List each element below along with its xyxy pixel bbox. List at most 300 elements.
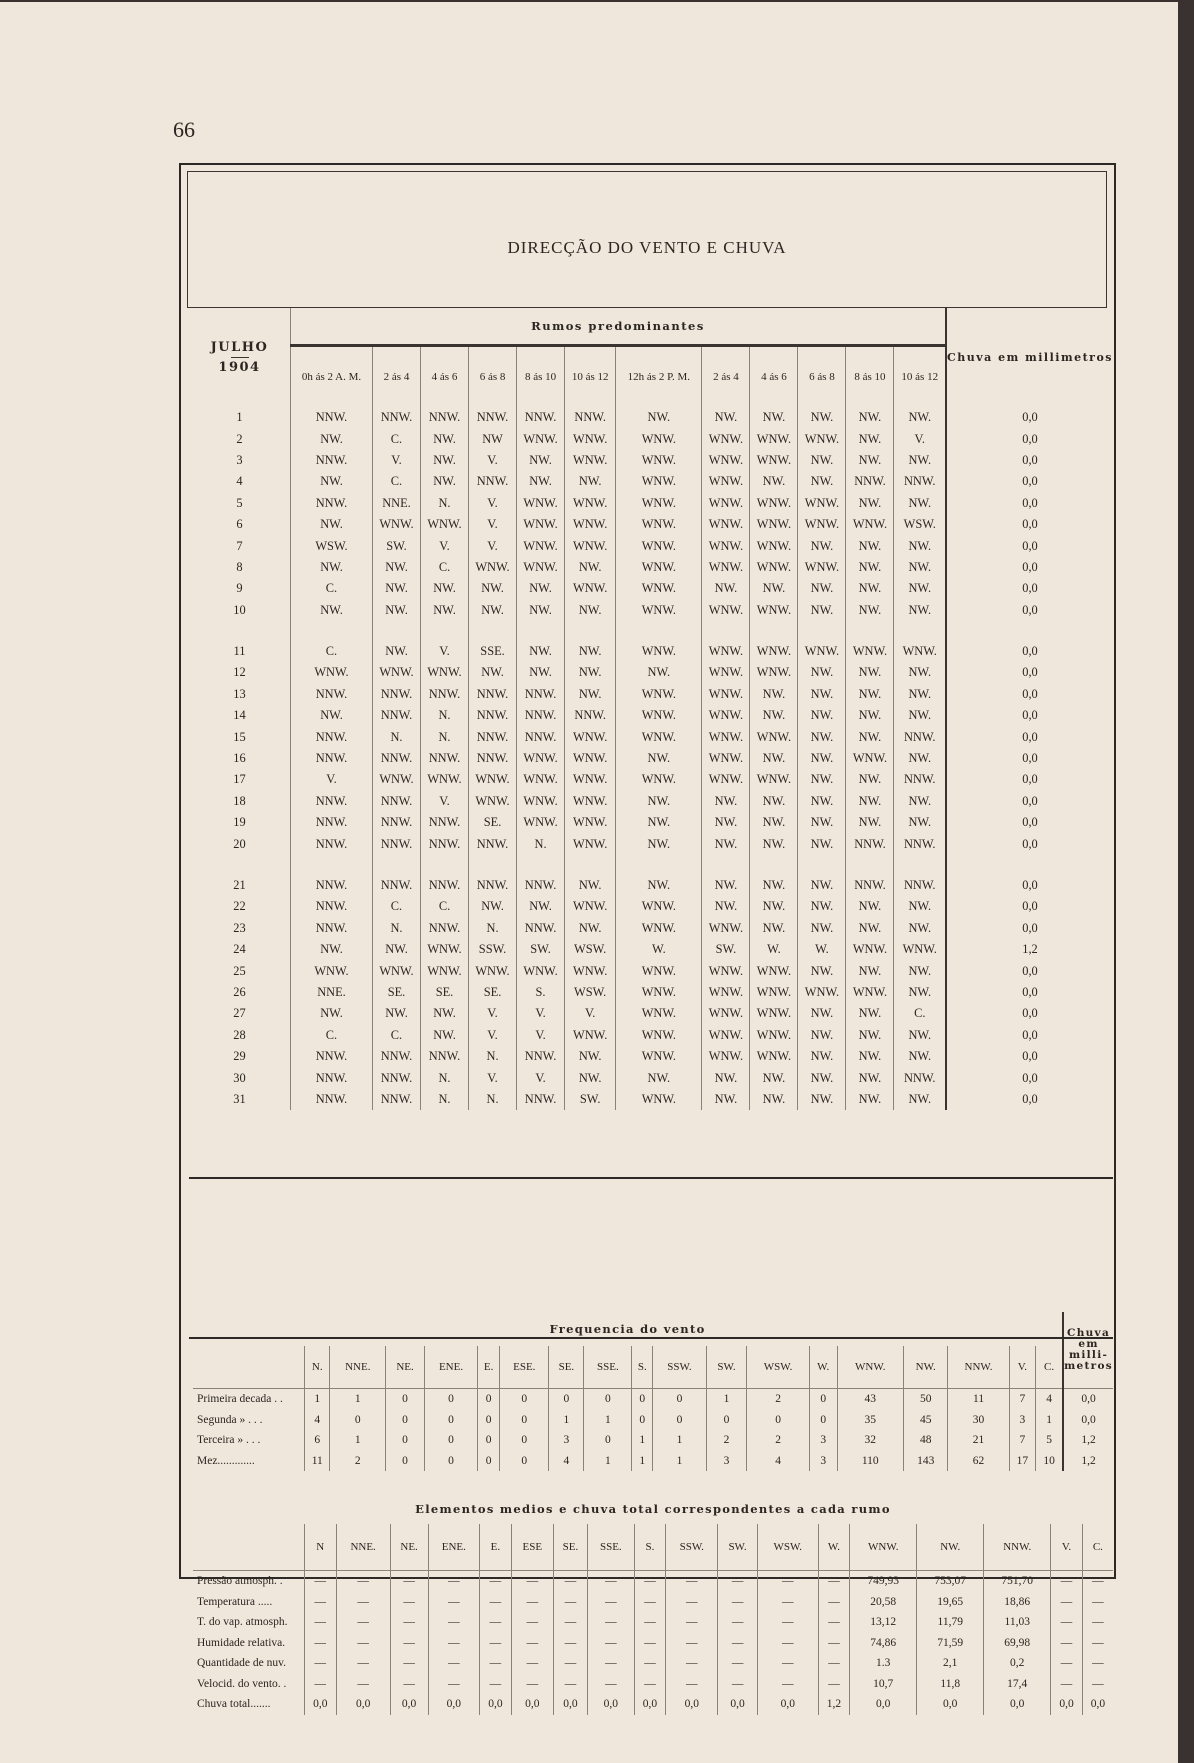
wind-cell: NW. (702, 578, 750, 599)
wind-cell: NNW. (291, 833, 373, 854)
frequency-cell: 1 (584, 1451, 632, 1472)
wind-cell: NW. (894, 812, 946, 833)
wind-cell: NNW. (291, 726, 373, 747)
frequency-cell: 0 (706, 1410, 747, 1431)
frequency-cell: 4 (305, 1410, 330, 1431)
element-cell: 0,0 (428, 1694, 480, 1715)
wind-cell: WNW. (702, 1046, 750, 1067)
frequency-cell: 7 (1009, 1389, 1035, 1410)
element-cell: — (1051, 1633, 1083, 1654)
frequency-cell: 0 (584, 1430, 632, 1451)
wind-cell: WNW. (894, 939, 946, 960)
element-cell: — (553, 1653, 587, 1674)
element-cell: 0,0 (588, 1694, 635, 1715)
wind-cell: NW. (565, 662, 616, 683)
wind-cell: NW. (798, 1003, 846, 1024)
wind-cell: V. (469, 1003, 517, 1024)
element-cell: — (818, 1592, 850, 1613)
rain-cell: 0,0 (946, 726, 1113, 747)
time-column-header: 12h ás 2 P. M. (616, 346, 702, 408)
wind-cell: WNW. (616, 535, 702, 556)
wind-cell: WNW. (616, 960, 702, 981)
element-cell: — (757, 1674, 818, 1695)
table-row (189, 896, 1113, 917)
wind-cell: WNW. (846, 748, 894, 769)
gap-cell (798, 855, 846, 875)
wind-cell: N. (469, 1089, 517, 1110)
rain-cell: 0,0 (946, 705, 1113, 726)
direction-column-header: C. (1082, 1524, 1113, 1571)
wind-cell: NNW. (421, 918, 469, 939)
element-cell: — (634, 1592, 666, 1613)
gap-cell (517, 621, 565, 641)
wind-cell: NW. (750, 791, 798, 812)
frequency-table (193, 1312, 1113, 1471)
wind-cell: WNW. (702, 557, 750, 578)
direction-column-header: W. (818, 1524, 850, 1571)
element-cell: — (511, 1633, 553, 1654)
element-cell: — (588, 1633, 635, 1654)
wind-cell: NW. (421, 1003, 469, 1024)
row-label: Velocid. do vento. . (197, 1677, 287, 1690)
wind-cell: WNW. (750, 641, 798, 662)
element-cell: — (818, 1633, 850, 1654)
wind-cell: NNW. (565, 705, 616, 726)
title-box (187, 171, 1107, 308)
wind-cell: NW. (894, 1025, 946, 1046)
element-cell: — (511, 1592, 553, 1613)
element-cell: — (305, 1612, 337, 1633)
time-column-header: 0h ás 2 A. M. (291, 346, 373, 408)
wind-cell: NW. (565, 557, 616, 578)
wind-cell: NW. (565, 600, 616, 621)
table-row (193, 1674, 1113, 1695)
wind-cell: WNW. (702, 684, 750, 705)
wind-cell: NW. (846, 791, 894, 812)
wind-cell: WNW. (616, 705, 702, 726)
wind-cell: NW. (798, 600, 846, 621)
wind-cell: NW. (517, 896, 565, 917)
wind-cell: NW. (798, 1089, 846, 1110)
wind-cell: WNW. (616, 918, 702, 939)
rain-cell: 0,0 (946, 791, 1113, 812)
wind-cell: WNW. (616, 428, 702, 449)
direction-column-header: SW. (706, 1346, 747, 1389)
element-cell: 0,0 (850, 1694, 917, 1715)
day-cell: 23 (233, 920, 246, 935)
wind-cell: NW. (291, 557, 373, 578)
element-cell: — (757, 1592, 818, 1613)
wind-cell: NW. (469, 600, 517, 621)
element-cell: 0,0 (666, 1694, 718, 1715)
wind-cell: WNW. (421, 514, 469, 535)
wind-cell: NNW. (846, 471, 894, 492)
wind-cell: C. (894, 1003, 946, 1024)
day-cell: 9 (236, 581, 243, 596)
wind-cell: NW. (846, 896, 894, 917)
element-cell: — (1082, 1612, 1113, 1633)
wind-cell: C. (421, 557, 469, 578)
element-cell: — (428, 1571, 480, 1592)
wind-cell: N. (469, 918, 517, 939)
element-cell: — (390, 1612, 428, 1633)
frequency-cell: 43 (837, 1389, 903, 1410)
wind-cell: NW. (846, 960, 894, 981)
table-row (189, 428, 1113, 449)
wind-cell: WNW. (702, 514, 750, 535)
element-cell: 0,0 (984, 1694, 1051, 1715)
element-cell: — (480, 1674, 512, 1695)
wind-cell: V. (421, 791, 469, 812)
wind-cell: NW. (798, 535, 846, 556)
wind-cell: WNW. (616, 982, 702, 1003)
table-row (189, 641, 1113, 662)
rain-cell: 0,0 (946, 493, 1113, 514)
element-cell: — (336, 1674, 390, 1695)
frequency-cell: 0 (330, 1410, 386, 1431)
element-cell: — (757, 1653, 818, 1674)
element-cell: 11,03 (984, 1612, 1051, 1633)
rain-cell: 0,0 (946, 833, 1113, 854)
wind-cell: NW. (750, 748, 798, 769)
direction-column-header: ENE. (424, 1346, 477, 1389)
wind-cell: NW. (846, 684, 894, 705)
wind-cell: C. (372, 1025, 420, 1046)
gap-cell (189, 855, 291, 875)
table-row (189, 1067, 1113, 1088)
wind-cell: WNW. (565, 748, 616, 769)
wind-cell: NW. (894, 493, 946, 514)
element-cell: — (666, 1674, 718, 1695)
wind-cell: NNW. (894, 1067, 946, 1088)
direction-column-header: SE. (549, 1346, 584, 1389)
wind-cell: C. (372, 471, 420, 492)
element-cell: 1.3 (850, 1653, 917, 1674)
wind-cell: V. (894, 428, 946, 449)
wind-cell: WNW. (750, 600, 798, 621)
frequency-cell: 45 (903, 1410, 947, 1431)
wind-cell: NW. (846, 705, 894, 726)
wind-cell: WNW. (702, 748, 750, 769)
wind-cell: WNW. (750, 982, 798, 1003)
wind-cell: NW. (798, 662, 846, 683)
wind-cell: NW. (750, 918, 798, 939)
table-row (189, 939, 1113, 960)
frequency-cell: 0 (809, 1389, 837, 1410)
frequency-cell: 0 (424, 1430, 477, 1451)
wind-cell: V. (421, 641, 469, 662)
element-cell: 0,0 (480, 1694, 512, 1715)
wind-cell: NW. (894, 557, 946, 578)
wind-cell: WNW. (798, 557, 846, 578)
wind-cell: NNW. (291, 896, 373, 917)
day-cell: 17 (233, 772, 246, 787)
element-cell: — (336, 1653, 390, 1674)
wind-cell: NW. (798, 791, 846, 812)
element-cell: — (818, 1571, 850, 1592)
element-cell: — (1082, 1674, 1113, 1695)
frequency-cell: 2 (330, 1451, 386, 1472)
wind-cell: V. (372, 450, 420, 471)
element-cell: — (588, 1612, 635, 1633)
wind-cell: NNW. (372, 791, 420, 812)
wind-cell: W. (750, 939, 798, 960)
time-column-header: 10 ás 12 (565, 346, 616, 408)
wind-cell: WNW. (702, 960, 750, 981)
wind-cell: NW. (798, 960, 846, 981)
day-cell: 27 (233, 1006, 246, 1021)
wind-cell: NNW. (372, 1089, 420, 1110)
wind-cell: NNW. (894, 833, 946, 854)
frequency-cell: 3 (809, 1451, 837, 1472)
wind-cell: V. (421, 535, 469, 556)
element-cell: — (718, 1674, 758, 1695)
wind-cell: NW. (702, 812, 750, 833)
wind-cell: NW. (750, 896, 798, 917)
element-cell: — (666, 1592, 718, 1613)
direction-column-header: E. (480, 1524, 512, 1571)
table-row (193, 1389, 1113, 1410)
wind-cell: WNW. (750, 557, 798, 578)
frequency-cell: 0 (653, 1389, 707, 1410)
frequency-cell: 2 (706, 1430, 747, 1451)
element-cell: 753,07 (917, 1571, 984, 1592)
rain-cell: 0,0 (946, 450, 1113, 471)
wind-cell: WNW. (750, 493, 798, 514)
wind-cell: NNW. (372, 1067, 420, 1088)
wind-cell: WNW. (702, 662, 750, 683)
element-cell: — (428, 1633, 480, 1654)
element-cell: — (480, 1653, 512, 1674)
day-cell: 6 (236, 517, 243, 532)
table-row (189, 812, 1113, 833)
wind-cell: NNW. (517, 684, 565, 705)
wind-cell: WNW. (702, 535, 750, 556)
wind-cell: WNW. (702, 493, 750, 514)
wind-cell: NNW. (421, 684, 469, 705)
wind-cell: NW. (846, 1003, 894, 1024)
frequency-cell: 4 (1036, 1389, 1064, 1410)
wind-cell: WNW. (565, 791, 616, 812)
element-cell: — (511, 1571, 553, 1592)
table-row (189, 1025, 1113, 1046)
frequency-cell: 0 (424, 1451, 477, 1472)
wind-cell: WNW. (517, 493, 565, 514)
element-cell: 10,7 (850, 1674, 917, 1695)
wind-cell: NW. (798, 684, 846, 705)
wind-cell: WNW. (565, 535, 616, 556)
wind-cell: WNW. (616, 896, 702, 917)
frequency-cell: 0 (809, 1410, 837, 1431)
element-cell: — (588, 1592, 635, 1613)
wind-cell: NNW. (372, 407, 420, 428)
gap-cell (565, 855, 616, 875)
rain-cell: 0,0 (946, 1003, 1113, 1024)
wind-cell: SW. (565, 1089, 616, 1110)
gap-cell (798, 621, 846, 641)
frequency-cell: 0 (747, 1410, 810, 1431)
frequency-cell: 0 (500, 1389, 549, 1410)
element-cell: — (757, 1571, 818, 1592)
direction-column-header: S. (632, 1346, 653, 1389)
element-cell: 11,79 (917, 1612, 984, 1633)
wind-cell: NW. (798, 833, 846, 854)
direction-column-header: N. (305, 1346, 330, 1389)
wind-cell: WNW. (750, 960, 798, 981)
wind-cell: NNW. (291, 1089, 373, 1110)
wind-cell: WNW. (846, 939, 894, 960)
rain-cell: 0,0 (946, 641, 1113, 662)
wind-direction-table (189, 308, 1113, 1110)
wind-cell: NNW. (372, 833, 420, 854)
wind-cell: NW. (846, 662, 894, 683)
frequency-cell: 143 (903, 1451, 947, 1472)
frequency-cell: 0 (632, 1389, 653, 1410)
wind-cell: WNW. (517, 812, 565, 833)
time-column-header: 4 ás 6 (421, 346, 469, 408)
gap-cell (291, 621, 373, 641)
section-divider (189, 1337, 1113, 1339)
day-cell: 2 (236, 431, 243, 446)
element-cell: 2,1 (917, 1653, 984, 1674)
gap-cell (702, 855, 750, 875)
wind-cell: NW. (616, 833, 702, 854)
wind-cell: WNW. (702, 600, 750, 621)
wind-cell: NW. (616, 748, 702, 769)
wind-cell: SE. (372, 982, 420, 1003)
wind-cell: WNW. (517, 791, 565, 812)
frequency-cell: 2 (747, 1389, 810, 1410)
wind-cell: WNW. (372, 960, 420, 981)
page-number: 66 (173, 117, 195, 142)
wind-cell: NW. (894, 1046, 946, 1067)
element-cell: — (757, 1612, 818, 1633)
day-cell: 20 (233, 836, 246, 851)
wind-cell: WNW. (702, 982, 750, 1003)
wind-cell: WNW. (616, 1089, 702, 1110)
element-cell: — (634, 1633, 666, 1654)
element-cell: — (1051, 1674, 1083, 1695)
wind-cell: NW. (894, 662, 946, 683)
wind-cell: SE. (469, 812, 517, 833)
element-cell: — (336, 1571, 390, 1592)
frequency-cell: 4 (549, 1451, 584, 1472)
day-cell: 28 (233, 1027, 246, 1042)
wind-cell: WNW. (702, 641, 750, 662)
wind-cell: NNW. (517, 1046, 565, 1067)
wind-cell: WNW. (372, 662, 420, 683)
rain-cell: 0,0 (946, 662, 1113, 683)
wind-cell: N. (421, 726, 469, 747)
wind-cell: NW. (421, 471, 469, 492)
wind-cell: NW. (372, 578, 420, 599)
gap-cell (469, 855, 517, 875)
elements-table (193, 1494, 1113, 1715)
year-label: 1904 (218, 360, 261, 375)
wind-cell: N. (469, 1046, 517, 1067)
direction-column-header: NW. (903, 1346, 947, 1389)
wind-cell: NW. (565, 1067, 616, 1088)
direction-column-header: S. (634, 1524, 666, 1571)
frequency-cell: 50 (903, 1389, 947, 1410)
wind-cell: NW. (372, 557, 420, 578)
wind-cell: SW. (702, 939, 750, 960)
frequency-cell: 0 (424, 1410, 477, 1431)
table-row (189, 514, 1113, 535)
element-cell: 0,0 (390, 1694, 428, 1715)
table-row (189, 600, 1113, 621)
wind-cell: SE. (421, 982, 469, 1003)
gap-cell (616, 621, 702, 641)
row-label: Humidade relativa. (197, 1636, 286, 1649)
wind-cell: NW. (421, 450, 469, 471)
wind-cell: NW. (798, 918, 846, 939)
wind-cell: NW. (750, 1067, 798, 1088)
wind-cell: WNW. (565, 833, 616, 854)
wind-cell: WNW. (702, 450, 750, 471)
wind-cell: NNW. (894, 769, 946, 790)
wind-cell: SSW. (469, 939, 517, 960)
wind-cell: NW. (846, 1025, 894, 1046)
group-header: Rumos predominantes (291, 308, 947, 346)
table-row (189, 535, 1113, 556)
row-label: Segunda » . . . (197, 1413, 263, 1426)
frequency-cell: 0 (478, 1389, 500, 1410)
element-cell: 13,12 (850, 1612, 917, 1633)
wind-cell: C. (291, 578, 373, 599)
wind-cell: W. (616, 939, 702, 960)
direction-column-header: NNW. (948, 1346, 1009, 1389)
element-cell: 0,0 (305, 1694, 337, 1715)
wind-cell: NW. (565, 684, 616, 705)
wind-cell: WNW. (750, 1046, 798, 1067)
wind-cell: WNW. (565, 1025, 616, 1046)
table-row (189, 493, 1113, 514)
wind-cell: V. (469, 535, 517, 556)
row-label: Primeira decada . . (197, 1393, 283, 1406)
wind-cell: NW. (894, 600, 946, 621)
wind-cell: WNW. (750, 450, 798, 471)
direction-column-header: SW. (718, 1524, 758, 1571)
wind-cell: NNW. (291, 791, 373, 812)
element-cell: 1,2 (818, 1694, 850, 1715)
element-cell: — (718, 1592, 758, 1613)
element-cell: 0,0 (511, 1694, 553, 1715)
wind-cell: NW. (517, 471, 565, 492)
wind-cell: NW. (798, 726, 846, 747)
rain-cell: 0,0 (1063, 1389, 1113, 1410)
element-cell: — (428, 1592, 480, 1613)
gap-cell (372, 621, 420, 641)
month-label: JULHO (210, 340, 269, 355)
wind-cell: NW. (894, 982, 946, 1003)
wind-cell: WNW. (565, 428, 616, 449)
element-cell: — (588, 1571, 635, 1592)
wind-cell: NW. (469, 662, 517, 683)
wind-cell: WNW. (517, 514, 565, 535)
direction-column-header: C. (1036, 1346, 1064, 1389)
wind-cell: WNW. (894, 641, 946, 662)
wind-cell: WNW. (798, 514, 846, 535)
wind-cell: NW. (846, 557, 894, 578)
frequency-cell: 3 (809, 1430, 837, 1451)
wind-cell: WNW. (702, 769, 750, 790)
wind-cell: NNW. (469, 748, 517, 769)
rain-cell: 0,0 (946, 514, 1113, 535)
frequency-cell: 1 (305, 1389, 330, 1410)
frequency-cell: 32 (837, 1430, 903, 1451)
wind-cell: NW. (750, 875, 798, 896)
